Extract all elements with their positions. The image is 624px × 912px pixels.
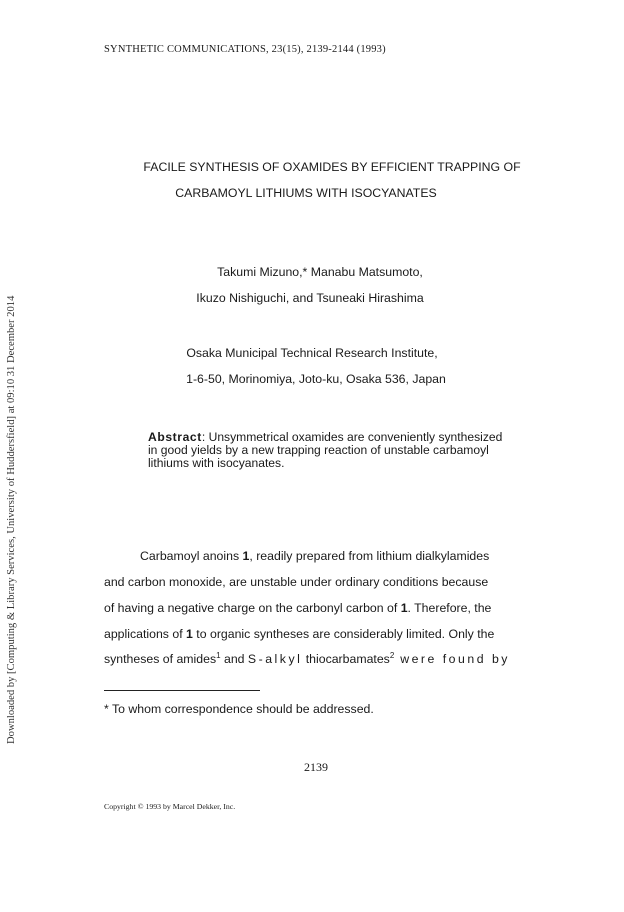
abstract [148,431,508,470]
download-notice-text: Downloaded by [Computing & Library Services, University of Huddersfield] at 09:10 31 December 2014 [6,295,17,744]
running-header: SYNTHETIC COMMUNICATIONS, 23(15), 2139-2144 (1993) [104,44,386,55]
reference-superscript: 1 [216,650,221,660]
body-text: to organic syntheses are considerably limited. Only the [192,627,495,641]
page-number: 2139 [304,760,328,774]
paper-title-line-2: CARBAMOYL LITHIUMS WITH ISOCYANATES [175,186,437,200]
body-text: of having a negative charge on the carbonyl carbon of [104,601,401,615]
body-line [104,652,524,666]
abstract-text: : Unsymmetrical oxamides are conveniently synthesized in good yields by a new trapping reaction of unstable carbamoyl lithiums with isocyanates. [148,430,503,470]
body-text: were found by [394,652,510,666]
body-text: syntheses of amides [104,652,217,666]
institution-line-1: Osaka Municipal Technical Research Institute, [186,346,438,360]
body-text: thiocarbamates [302,652,390,666]
body-line [104,575,524,589]
footnote: * To whom correspondence should be addressed. [104,702,374,716]
body-text: and [220,652,248,666]
body-line [104,627,524,641]
authors-line-1: Takumi Mizuno,* Manabu Matsumoto, [217,265,423,279]
copyright-notice: Copyright © 1993 by Marcel Dekker, Inc. [104,802,236,811]
body-text: and carbon monoxide, are unstable under ordinary conditions because [104,575,489,589]
footnote-divider [104,690,260,691]
body-text: applications of [104,627,187,641]
compound-ref: 1 [186,627,193,641]
compound-ref: 1 [242,549,250,563]
compound-ref: 1 [400,601,408,615]
paper-title-line-1: FACILE SYNTHESIS OF OXAMIDES BY EFFICIENT TRAPPING OF [143,160,521,174]
institution-address: 1-6-50, Morinomiya, Joto-ku, Osaka 536, Japan [186,372,446,386]
body-line [140,549,560,563]
body-text: . Therefore, the [407,601,492,615]
abstract-label: Abstract [148,430,202,444]
body-text: Carbamoyl anoins [140,549,243,563]
body-text: S-alkyl [247,652,303,666]
body-text: , readily prepared from lithium dialkylamides [249,549,490,563]
reference-superscript: 2 [389,650,395,660]
authors-line-2: Ikuzo Nishiguchi, and Tsuneaki Hirashima [196,291,424,305]
body-line [104,601,524,615]
